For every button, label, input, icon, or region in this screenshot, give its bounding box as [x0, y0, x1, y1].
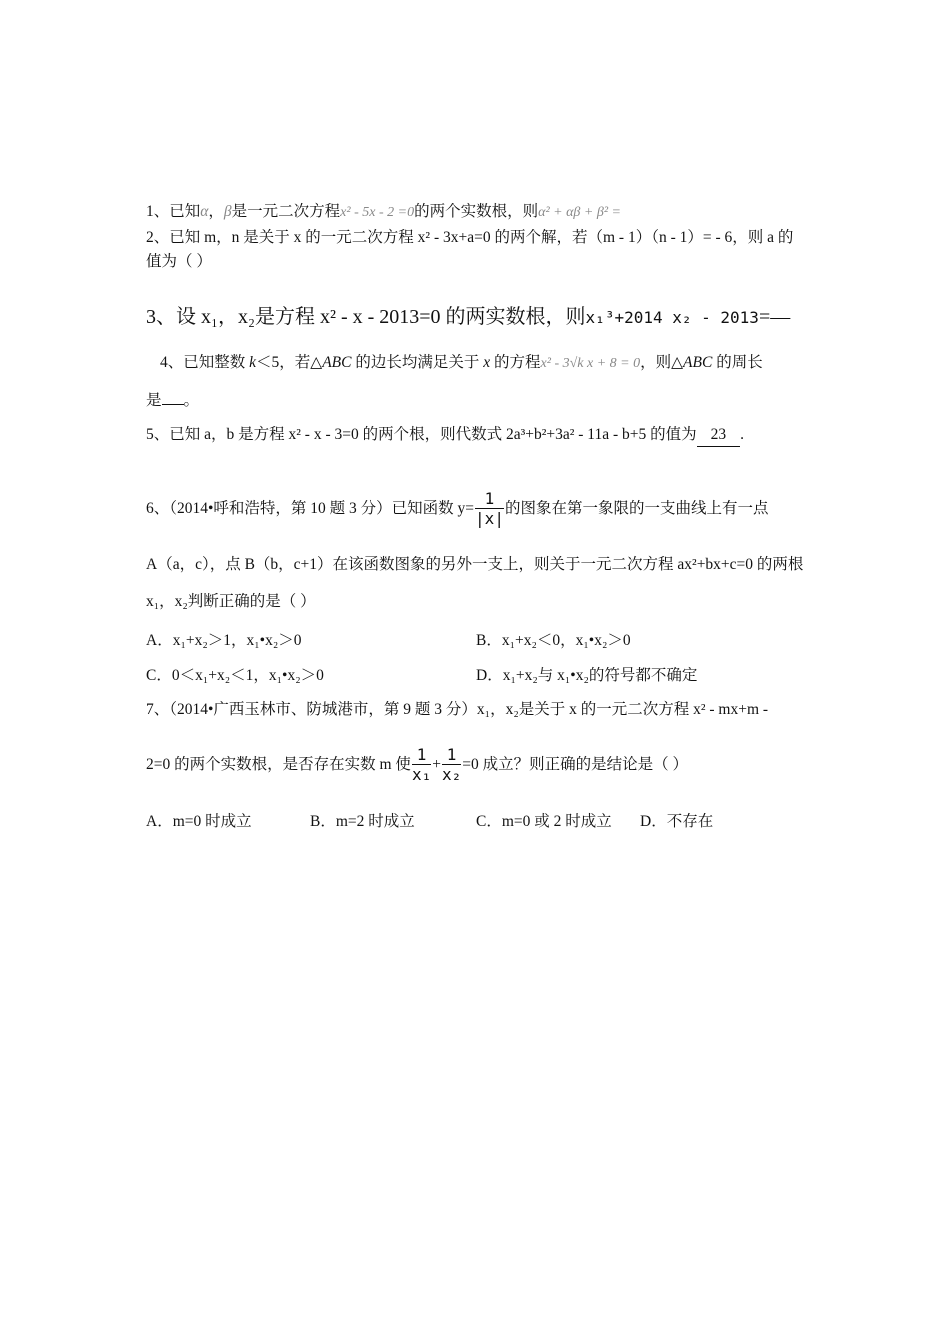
q4-suffix: ，则△ — [640, 354, 684, 371]
question-4-line-2 — [146, 390, 199, 412]
q7-fraction-2 — [442, 746, 461, 785]
q3-tail: =— — [758, 306, 791, 328]
q4-cond: ＜5，若△ — [256, 354, 323, 371]
q4-mid2: 的方程 — [490, 354, 541, 371]
q6-frac-den: |x| — [475, 509, 504, 528]
question-7-line-2 — [146, 746, 688, 785]
q6-fraction — [475, 490, 504, 529]
q6-option-a: A．x₁+x₂＞1，x₁•x₂＞0 — [146, 632, 302, 649]
question-6-line-1 — [146, 490, 768, 529]
q7-option-a: A．m=0 时成立 — [146, 813, 252, 830]
q4-k: k — [249, 354, 257, 371]
q5-end: . — [740, 426, 745, 443]
q3-text: 3、设 x₁，x₂是方程 x² - x - 2013=0 的两实数根，则 — [146, 306, 586, 328]
q7-suffix: =0 成立？则正确的是结论是（ ） — [462, 756, 688, 774]
q4-answer-blank — [162, 404, 184, 405]
q5-answer: 23 — [697, 424, 741, 447]
q1-suffix: 的两个实数根，则 — [414, 203, 539, 220]
q1-prefix: 1、已知 — [146, 203, 201, 220]
q3-expression: x₁³+2014 x₂ - 2013 — [585, 308, 759, 327]
q6-frac-num: 1 — [475, 490, 504, 509]
q1-mid: 是一元二次方程 — [231, 203, 341, 220]
question-4-line-1 — [160, 352, 763, 375]
q7-frac2-num: 1 — [442, 746, 461, 765]
q4-equation: x² - 3√k x + 8 = 0 — [540, 356, 641, 371]
q7-frac2-den: x₂ — [441, 765, 462, 784]
q4-mid: 的边长均满足关于 — [351, 354, 484, 371]
q1-alpha: α — [200, 203, 209, 220]
q7-option-d: D．不存在 — [640, 813, 714, 830]
question-3 — [146, 306, 790, 329]
q7-prefix: 2=0 的两个实数根，是否存在实数 m 使 — [146, 756, 411, 774]
q6-prefix: 6、（2014•呼和浩特，第 10 题 3 分）已知函数 y= — [146, 500, 475, 518]
q6-suffix: 的图象在第一象限的一支曲线上有一点 — [504, 500, 769, 518]
q4-line2-end: 。 — [183, 392, 200, 409]
question-7-line-1: 7、（2014•广西玉林市、防城港市，第 9 题 3 分）x₁，x₂是关于 x 的一元二次方程 x² - mx+m - — [146, 701, 769, 718]
q5-text: 5、已知 a，b 是方程 x² - x - 3=0 的两个根，则代数式 2a³+b²+3a² - 11a - b+5 的值为 — [146, 426, 697, 443]
q1-equation: x² - 5x - 2 =0 — [340, 205, 415, 220]
q4-abc: ABC — [322, 354, 352, 371]
question-2-line-1: 2、已知 m，n 是关于 x 的一元二次方程 x² - 3x+a=0 的两个解，若（m - 1）（n - 1）= - 6，则 a 的 — [146, 229, 794, 246]
question-6-line-3: x₁，x₂判断正确的是（ ） — [146, 593, 316, 610]
q4-line2: 是 — [146, 392, 162, 409]
q4-end: 的周长 — [712, 354, 763, 371]
q4-abc-2: ABC — [683, 354, 713, 371]
q1-sep: ， — [208, 203, 224, 220]
q4-x: x — [483, 354, 491, 371]
q1-expression: α² + αβ + β² = — [538, 205, 621, 220]
q6-option-c: C．0＜x₁+x₂＜1，x₁•x₂＞0 — [146, 667, 324, 684]
q7-option-c: C．m=0 或 2 时成立 — [476, 813, 612, 830]
question-1 — [146, 201, 621, 224]
q4-prefix: 4、已知整数 — [160, 354, 250, 371]
q7-fraction-1 — [412, 746, 431, 785]
q6-option-b: B．x₁+x₂＜0，x₁•x₂＞0 — [476, 632, 631, 649]
q1-beta: β — [223, 203, 232, 220]
question-5 — [146, 424, 744, 447]
q7-plus: + — [432, 756, 441, 774]
q7-frac1-den: x₁ — [411, 765, 432, 784]
question-2-line-2: 值为（ ） — [146, 253, 212, 270]
q7-option-b: B．m=2 时成立 — [310, 813, 415, 830]
q6-option-d: D．x₁+x₂与 x₁•x₂的符号都不确定 — [476, 667, 698, 684]
q7-frac1-num: 1 — [412, 746, 431, 765]
question-6-line-2: A（a，c），点 B（b，c+1）在该函数图象的另外一支上，则关于一元二次方程 ax²+bx+c=0 的两根 — [146, 556, 804, 573]
